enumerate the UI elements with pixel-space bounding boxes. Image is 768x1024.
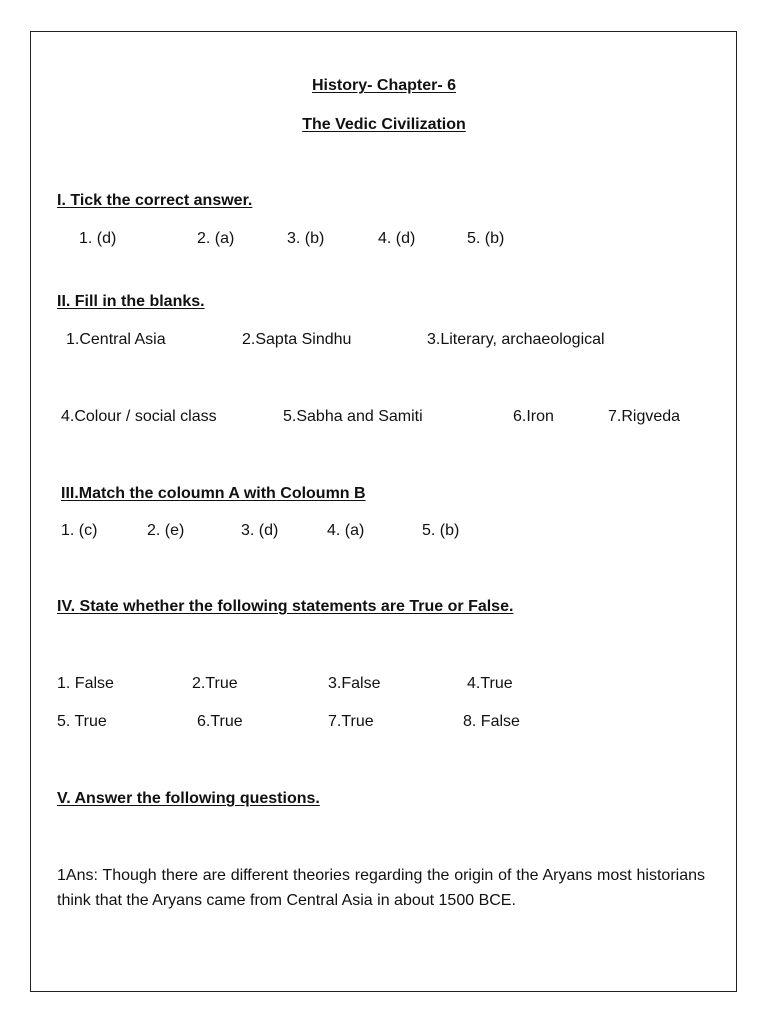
- section-3-answer: 4. (a): [327, 522, 365, 539]
- section-4-answer: 8. False: [463, 713, 520, 730]
- section-2-answer: 4.Colour / social class: [61, 408, 217, 425]
- section-1-answer: 3. (b): [287, 230, 325, 247]
- section-5-answer-paragraph: 1Ans: Though there are different theories regarding the origin of the Aryans most historians think that the Aryans came from Central Asia in about 1500 BCE.: [57, 867, 705, 909]
- section-2-heading: II. Fill in the blanks.: [57, 293, 205, 310]
- section-4-heading: IV. State whether the following statements are True or False.: [57, 598, 514, 615]
- page-border: [30, 31, 737, 992]
- section-5-heading: V. Answer the following questions.: [57, 790, 320, 807]
- section-2-answer: 5.Sabha and Samiti: [283, 408, 423, 425]
- section-4-answer: 3.False: [328, 675, 381, 692]
- section-4-answer: 1. False: [57, 675, 114, 692]
- section-4-answer: 2.True: [192, 675, 238, 692]
- section-2-answer: 7.Rigveda: [608, 408, 681, 425]
- section-1-heading: I. Tick the correct answer.: [57, 192, 253, 209]
- section-2-answer: 1.Central Asia: [66, 331, 166, 348]
- section-3-heading: III.Match the coloumn A with Coloumn B: [61, 485, 366, 502]
- section-3-answer: 5. (b): [422, 522, 460, 539]
- section-3-answer: 1. (c): [61, 522, 98, 539]
- section-4-answer: 4.True: [467, 675, 513, 692]
- section-1-answer: 5. (b): [467, 230, 505, 247]
- section-3-answer: 2. (e): [147, 522, 185, 539]
- section-1-answer: 2. (a): [197, 230, 235, 247]
- section-1-answer: 4. (d): [378, 230, 416, 247]
- section-4-answer: 7.True: [328, 713, 374, 730]
- section-2-answer: 3.Literary, archaeological: [427, 331, 605, 348]
- section-4-answer: 6.True: [197, 713, 243, 730]
- section-2-answer: 2.Sapta Sindhu: [242, 331, 352, 348]
- section-4-answer: 5. True: [57, 713, 107, 730]
- section-1-answer: 1. (d): [79, 230, 117, 247]
- section-2-answer: 6.Iron: [513, 408, 554, 425]
- section-3-answer: 3. (d): [241, 522, 279, 539]
- page-title: History- Chapter- 6: [311, 77, 457, 94]
- page-subtitle: The Vedic Civilization: [302, 116, 466, 133]
